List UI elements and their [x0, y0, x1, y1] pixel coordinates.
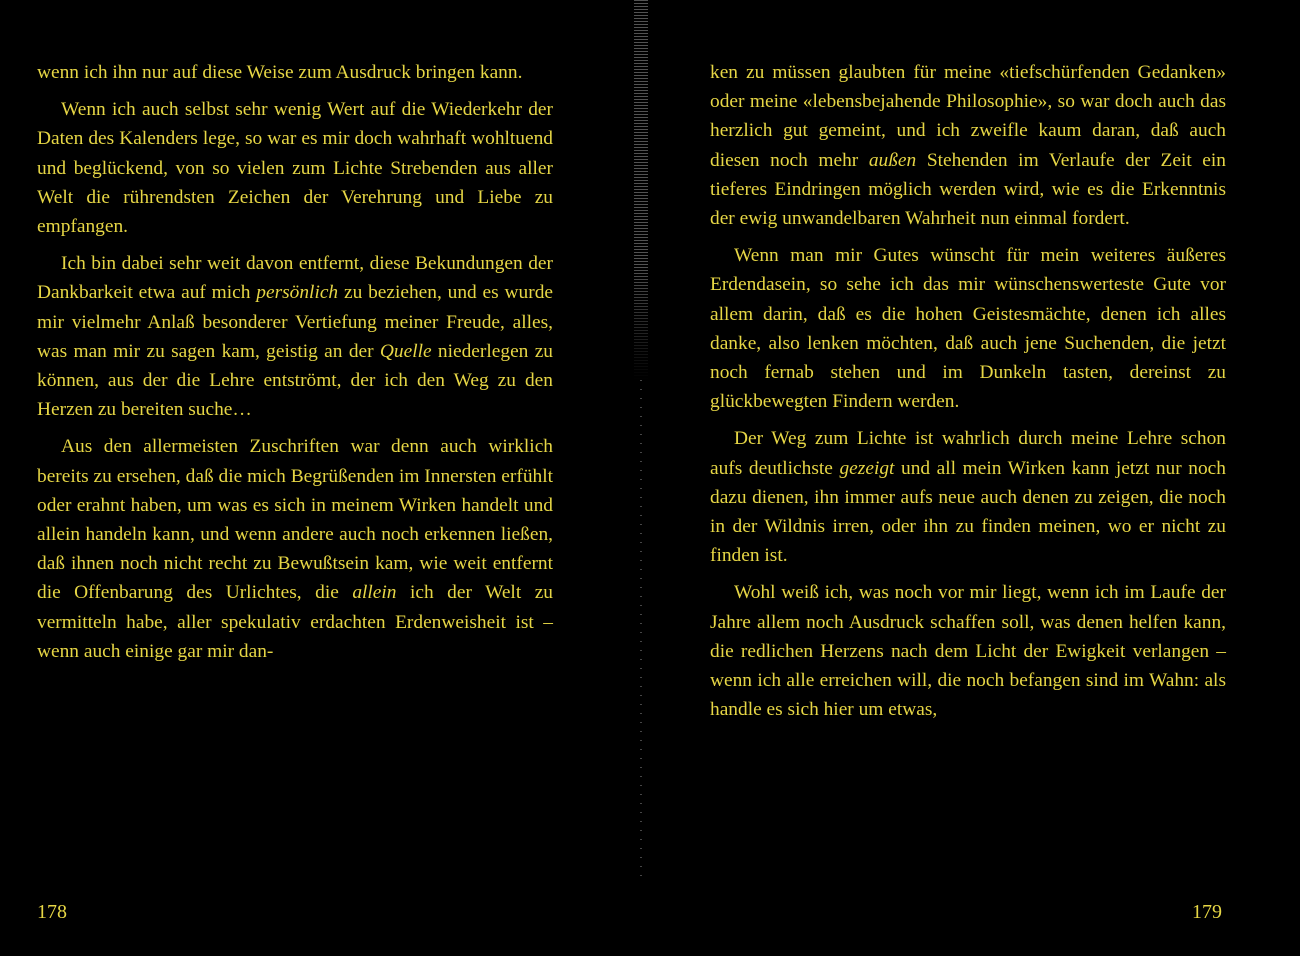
gutter-shadow: [634, 0, 648, 380]
page-number-left: 178: [37, 901, 67, 923]
text-segment: Der Weg zum Lichte ist wahrlich durch meine Lehre schon aufs deutlichste: [710, 428, 1226, 479]
text-segment: zu beziehen, und es wurde mir vielmehr Anlaß besonderer Vertiefung meiner Freude, alles, was man mir zu sagen kam, geistig an der: [37, 282, 553, 362]
italic-emphasis: allein: [352, 582, 397, 604]
italic-emphasis: persönlich: [256, 282, 339, 304]
text-segment: Wenn man mir Gutes wünscht für mein weiteres äußeres Erdendasein, so sehe ich das mir wünschenswerteste Gute vor allem darin, daß es die hohen Geistesmächte, denen ich alles danke, also lenken möchten, daß auch jene Suchenden, die jetzt noch fernab stehen und im Dunkeln tasten, dereinst zu glückbewegten Findern werden.: [710, 245, 1226, 413]
text-segment: Ich bin dabei sehr weit davon entfernt, diese Bekundungen der Dankbarkeit etwa auf mich: [37, 253, 553, 304]
text-segment: und all mein Wirken kann jetzt nur noch dazu dienen, ihn immer aufs neue auch denen zu zeigen, die noch in der Wildnis irren, oder ihn zu finden meinen, wo er nicht zu finden ist.: [710, 457, 1226, 567]
right-page: [710, 58, 1226, 918]
text-segment: Stehenden im Verlaufe der Zeit ein tieferes Eindringen möglich werden wird, wie es die Erkenntnis der ewig unwandelbaren Wahrheit nun einmal fordert.: [710, 149, 1226, 230]
italic-emphasis: außen: [868, 149, 917, 171]
right-paragraph-3: [710, 424, 1226, 570]
text-segment: Wohl weiß ich, was noch vor mir liegt, wenn ich im Laufe der Jahre allem noch Ausdruck schaffen soll, was denen helfen kann, die redlichen Herzens nach dem Licht der Ewigkeit verlangen – wenn ich alle erreichen will, die noch befangen sind im Wahn: als handle es sich hier um etwas,: [710, 582, 1226, 721]
gutter-dotted-line: [640, 380, 642, 880]
text-segment: wenn ich ihn nur auf diese Weise zum Ausdruck bringen kann.: [37, 62, 523, 83]
text-segment: Wenn ich auch selbst sehr wenig Wert auf die Wiederkehr der Daten des Kalenders lege, so war es mir doch wahrhaft wohltuend und beglückend, von so vielen zum Lichte Strebenden aus aller Welt die rührendsten Zeichen der Verehrung und Liebe zu empfangen.: [37, 99, 553, 238]
left-page: [37, 58, 553, 918]
italic-emphasis: Quelle: [379, 340, 432, 362]
page-number-right: 179: [1192, 901, 1222, 923]
left-paragraph-2: [37, 95, 553, 241]
text-segment: niederlegen zu können, aus der die Lehre entströmt, der ich den Weg zu den Herzen zu bereiten suche…: [37, 340, 553, 421]
left-paragraph-4: [37, 432, 553, 666]
text-segment: ken zu müssen glaubten für meine «tiefschürfenden Gedanken» oder meine «lebensbejahende Philosophie», so war doch auch das herzlich gut gemeint, und ich zweifle kaum daran, daß auch diesen noch mehr: [710, 62, 1226, 171]
right-paragraph-1: [710, 58, 1226, 233]
text-segment: ich der Welt zu vermitteln habe, aller spekulativ erdachten Erdenweisheit ist – wenn auch einige gar mir dan-: [37, 582, 553, 662]
left-paragraph-1: [37, 58, 553, 87]
left-paragraph-3: [37, 249, 553, 424]
right-paragraph-2: [710, 241, 1226, 416]
right-paragraph-4: [710, 578, 1226, 724]
italic-emphasis: gezeigt: [839, 457, 895, 479]
book-gutter: [618, 0, 664, 956]
text-segment: Aus den allermeisten Zuschriften war denn auch wirklich bereits zu ersehen, daß die mich Begrüßenden im Innersten erfühlt oder erahnt haben, um was es sich in meinem Wirken handelt und allein handeln kann, und wenn andere auch noch erkennen ließen, daß ihnen noch nicht recht zu Bewußtsein kam, wie weit entfernt die Offenbarung des Urlichtes, die: [37, 436, 553, 604]
